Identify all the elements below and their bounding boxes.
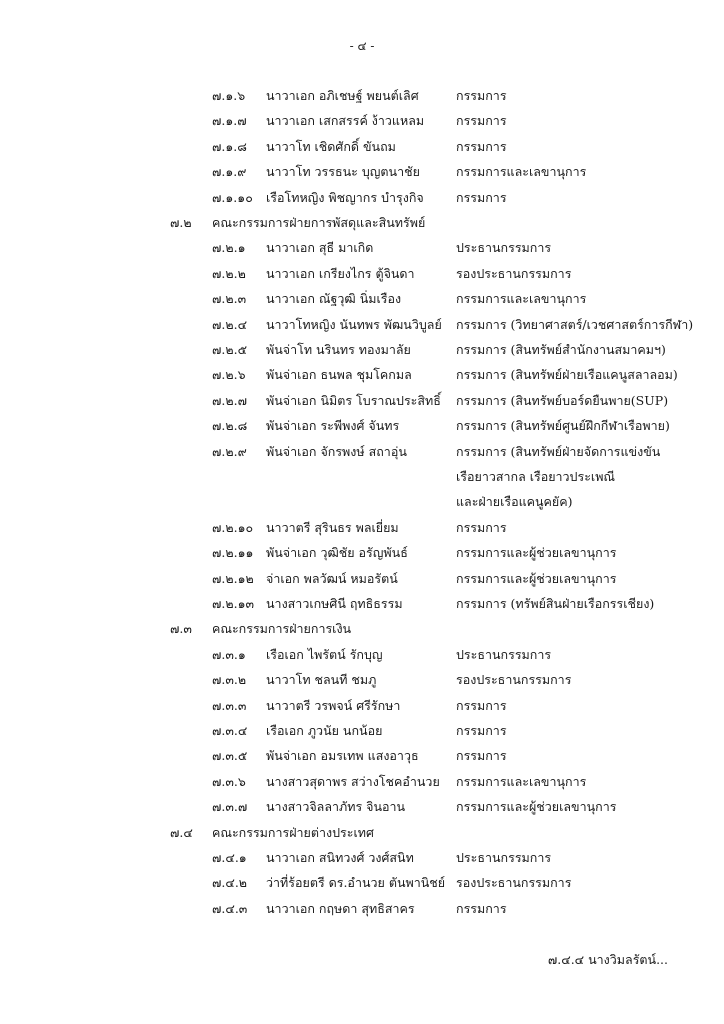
page-footer-continuation: ๗.๔.๔ นางวิมลรัตน์...	[547, 952, 668, 967]
member-name: ว่าที่ร้อยตรี ดร.อำนวย ตันพานิชย์	[266, 875, 446, 891]
member-role: กรรมการ (ทรัพย์สินฝ่ายเรือกรรเชียง)	[456, 596, 655, 611]
role-continuation-row	[0, 467, 724, 487]
member-name: นาวาเอก สุธี มาเกิด	[266, 240, 374, 256]
member-row	[0, 645, 724, 665]
member-role: กรรมการ	[456, 748, 507, 764]
member-name: นาวาเอก ณัฐวุฒิ นิ่มเรือง	[266, 291, 402, 307]
member-name: พันจ่าเอก ธนพล ชุมโคกมล	[266, 367, 412, 383]
item-number: ๗.๒.๓	[212, 291, 247, 307]
item-number: ๗.๑.๖	[212, 88, 246, 103]
member-role: ประธานกรรมการ	[456, 646, 552, 662]
member-row	[0, 442, 724, 462]
member-name: จ่าเอก พลวัฒน์ หมอรัตน์	[266, 570, 398, 586]
item-number: ๗.๑.๙	[212, 164, 247, 180]
item-number: ๗.๔.๓	[212, 900, 248, 916]
member-row	[0, 315, 724, 335]
member-row	[0, 899, 724, 919]
member-role: กรรมการ	[456, 900, 507, 916]
member-role: กรรมการ (สินทรัพย์บอร์ดยืนพาย(SUP)	[456, 392, 669, 408]
section-heading	[0, 213, 724, 233]
member-role: กรรมการ (สินทรัพย์ศูนย์ฝึกกีฬาเรือพาย)	[456, 418, 670, 434]
member-row	[0, 518, 724, 538]
section-number: ๗.๔	[170, 824, 193, 840]
member-name: พันจ่าเอก ระพีพงศ์ จันทร	[266, 418, 400, 434]
member-name: เรือเอก ภูวนัย นกน้อย	[266, 723, 383, 738]
member-name: นาวาเอก เกรียงไกร ตู้จินดา	[266, 265, 415, 281]
member-name: นาวาเอก สนิทวงศ์ วงศ์สนิท	[266, 850, 414, 865]
member-role: กรรมการ	[456, 88, 507, 103]
member-row	[0, 873, 724, 893]
item-number: ๗.๓.๒	[212, 672, 247, 688]
item-number: ๗.๒.๒	[212, 265, 246, 281]
member-name: นางสาวสุดาพร สว่างโชคอำนวย	[266, 773, 440, 789]
member-name: พันจ่าเอก นิมิตร โบราณประสิทธิ์	[266, 392, 441, 408]
item-number: ๗.๒.๑๐	[212, 519, 254, 535]
item-number: ๗.๓.๓	[212, 697, 247, 713]
item-number: ๗.๒.๑	[212, 240, 246, 256]
item-number: ๗.๔.๑	[212, 850, 247, 865]
section-title: คณะกรรมการฝ่ายการพัสดุและสินทรัพย์	[212, 215, 426, 230]
member-role: กรรมการ	[456, 113, 507, 129]
item-number: ๗.๒.๘	[212, 418, 248, 434]
role-continuation: เรือยาวสากล เรือยาวประเพณี	[456, 469, 616, 484]
member-row	[0, 365, 724, 385]
member-name: พันจ่าเอก วุฒิชัย อรัญพันธ์	[266, 545, 408, 561]
member-name: นาวาโทหญิง นันทพร พัฒนวิบูลย์	[266, 316, 442, 332]
member-name: พันจ่าเอก อมรเทพ แสงอาวุธ	[266, 748, 419, 764]
member-row	[0, 340, 724, 360]
item-number: ๗.๒.๖	[212, 367, 246, 383]
member-row	[0, 391, 724, 411]
member-role: กรรมการ	[456, 189, 507, 205]
member-row	[0, 188, 724, 208]
member-role: กรรมการและผู้ช่วยเลขานุการ	[456, 799, 617, 815]
item-number: ๗.๓.๕	[212, 748, 248, 764]
member-role: กรรมการและเลขานุการ	[456, 164, 587, 180]
role-continuation: และฝ่ายเรือแคนูคยัค)	[456, 494, 573, 510]
member-name: นาวาเอก เสกสรรค์ ง้าวแหลม	[266, 113, 425, 129]
member-name: นาวาเอก กฤษดา สุทธิสาคร	[266, 900, 415, 916]
member-role: รองประธานกรรมการ	[456, 875, 572, 891]
section-title: คณะกรรมการฝ่ายต่างประเทศ	[212, 824, 374, 840]
member-row	[0, 238, 724, 258]
item-number: ๗.๒.๔	[212, 316, 248, 332]
item-number: ๗.๒.๑๓	[212, 596, 255, 611]
item-number: ๗.๔.๒	[212, 875, 248, 891]
member-row	[0, 289, 724, 309]
member-row	[0, 137, 724, 157]
member-name: นางสาวจิลลาภัทร จินอาน	[266, 799, 406, 815]
member-role: กรรมการ (สินทรัพย์สำนักงานสมาคมฯ)	[456, 342, 666, 357]
member-role: กรรมการและเลขานุการ	[456, 773, 587, 789]
section-number: ๗.๓	[170, 621, 192, 637]
item-number: ๗.๒.๑๑	[212, 545, 254, 561]
member-row	[0, 848, 724, 868]
member-role: กรรมการ	[456, 519, 507, 535]
member-name: นาวาโท เชิดศักดิ์ ขันถม	[266, 138, 396, 154]
member-row	[0, 162, 724, 182]
item-number: ๗.๑.๑๐	[212, 189, 253, 205]
member-name: นาวาตรี วรพจน์ ศรีรักษา	[266, 697, 401, 713]
member-role: กรรมการ	[456, 723, 507, 738]
item-number: ๗.๓.๗	[212, 799, 248, 815]
member-name: นางสาวเกษศินี ฤทธิธรรม	[266, 596, 403, 611]
member-row	[0, 721, 724, 741]
member-name: เรือเอก ไพรัตน์ รักบุญ	[266, 646, 383, 662]
item-number: ๗.๒.๕	[212, 342, 248, 357]
member-role: กรรมการ (วิทยาศาสตร์/เวชศาสตร์การกีฬา)	[456, 316, 694, 332]
member-role: กรรมการและเลขานุการ	[456, 291, 587, 307]
member-role: กรรมการและผู้ช่วยเลขานุการ	[456, 570, 617, 586]
member-role: กรรมการ (สินทรัพย์ฝ่ายเรือแคนูสลาลอม)	[456, 367, 678, 383]
item-number: ๗.๒.๑๒	[212, 570, 254, 586]
member-row	[0, 264, 724, 284]
section-heading	[0, 823, 724, 843]
member-row	[0, 696, 724, 716]
member-name: เรือโทหญิง พิชญากร บำรุงกิจ	[266, 189, 424, 205]
member-row	[0, 111, 724, 131]
member-role: กรรมการ (สินทรัพย์ฝ่ายจัดการแข่งขัน	[456, 443, 661, 459]
member-row	[0, 797, 724, 817]
member-row	[0, 543, 724, 563]
member-row	[0, 569, 724, 589]
member-role: กรรมการ	[456, 138, 507, 154]
member-role: กรรมการ	[456, 697, 507, 713]
section-title: คณะกรรมการฝ่ายการเงิน	[212, 621, 352, 637]
member-name: พันจ่าเอก จักรพงษ์ สถาอุ่น	[266, 443, 407, 459]
member-role: ประธานกรรมการ	[456, 240, 552, 256]
member-row	[0, 594, 724, 614]
member-row	[0, 86, 724, 106]
member-row	[0, 416, 724, 436]
item-number: ๗.๑.๘	[212, 138, 247, 154]
member-row	[0, 670, 724, 690]
member-row	[0, 772, 724, 792]
member-name: นาวาโท ชลนที ชมภู	[266, 672, 377, 688]
item-number: ๗.๓.๖	[212, 773, 246, 789]
member-role: รองประธานกรรมการ	[456, 672, 572, 688]
page-number: - ๔ -	[349, 39, 375, 53]
member-role: รองประธานกรรมการ	[456, 265, 572, 281]
member-role: กรรมการและผู้ช่วยเลขานุการ	[456, 545, 617, 561]
item-number: ๗.๒.๗	[212, 392, 247, 408]
item-number: ๗.๓.๑	[212, 646, 246, 662]
item-number: ๗.๑.๗	[212, 113, 247, 129]
item-number: ๗.๓.๔	[212, 723, 248, 738]
member-role: ประธานกรรมการ	[456, 850, 552, 865]
member-name: นาวาเอก อภิเชษฐ์ พยนต์เลิศ	[266, 88, 419, 103]
section-number: ๗.๒	[170, 215, 192, 230]
member-name: นาวาโท วรรธนะ บุญตนาชัย	[266, 164, 420, 180]
item-number: ๗.๒.๙	[212, 443, 247, 459]
section-heading	[0, 619, 724, 639]
member-row	[0, 746, 724, 766]
member-name: พันจ่าโท นรินทร ทองมาลัย	[266, 342, 411, 357]
member-name: นาวาตรี สุรินธร พลเยี่ยม	[266, 519, 399, 535]
role-continuation-row	[0, 492, 724, 512]
